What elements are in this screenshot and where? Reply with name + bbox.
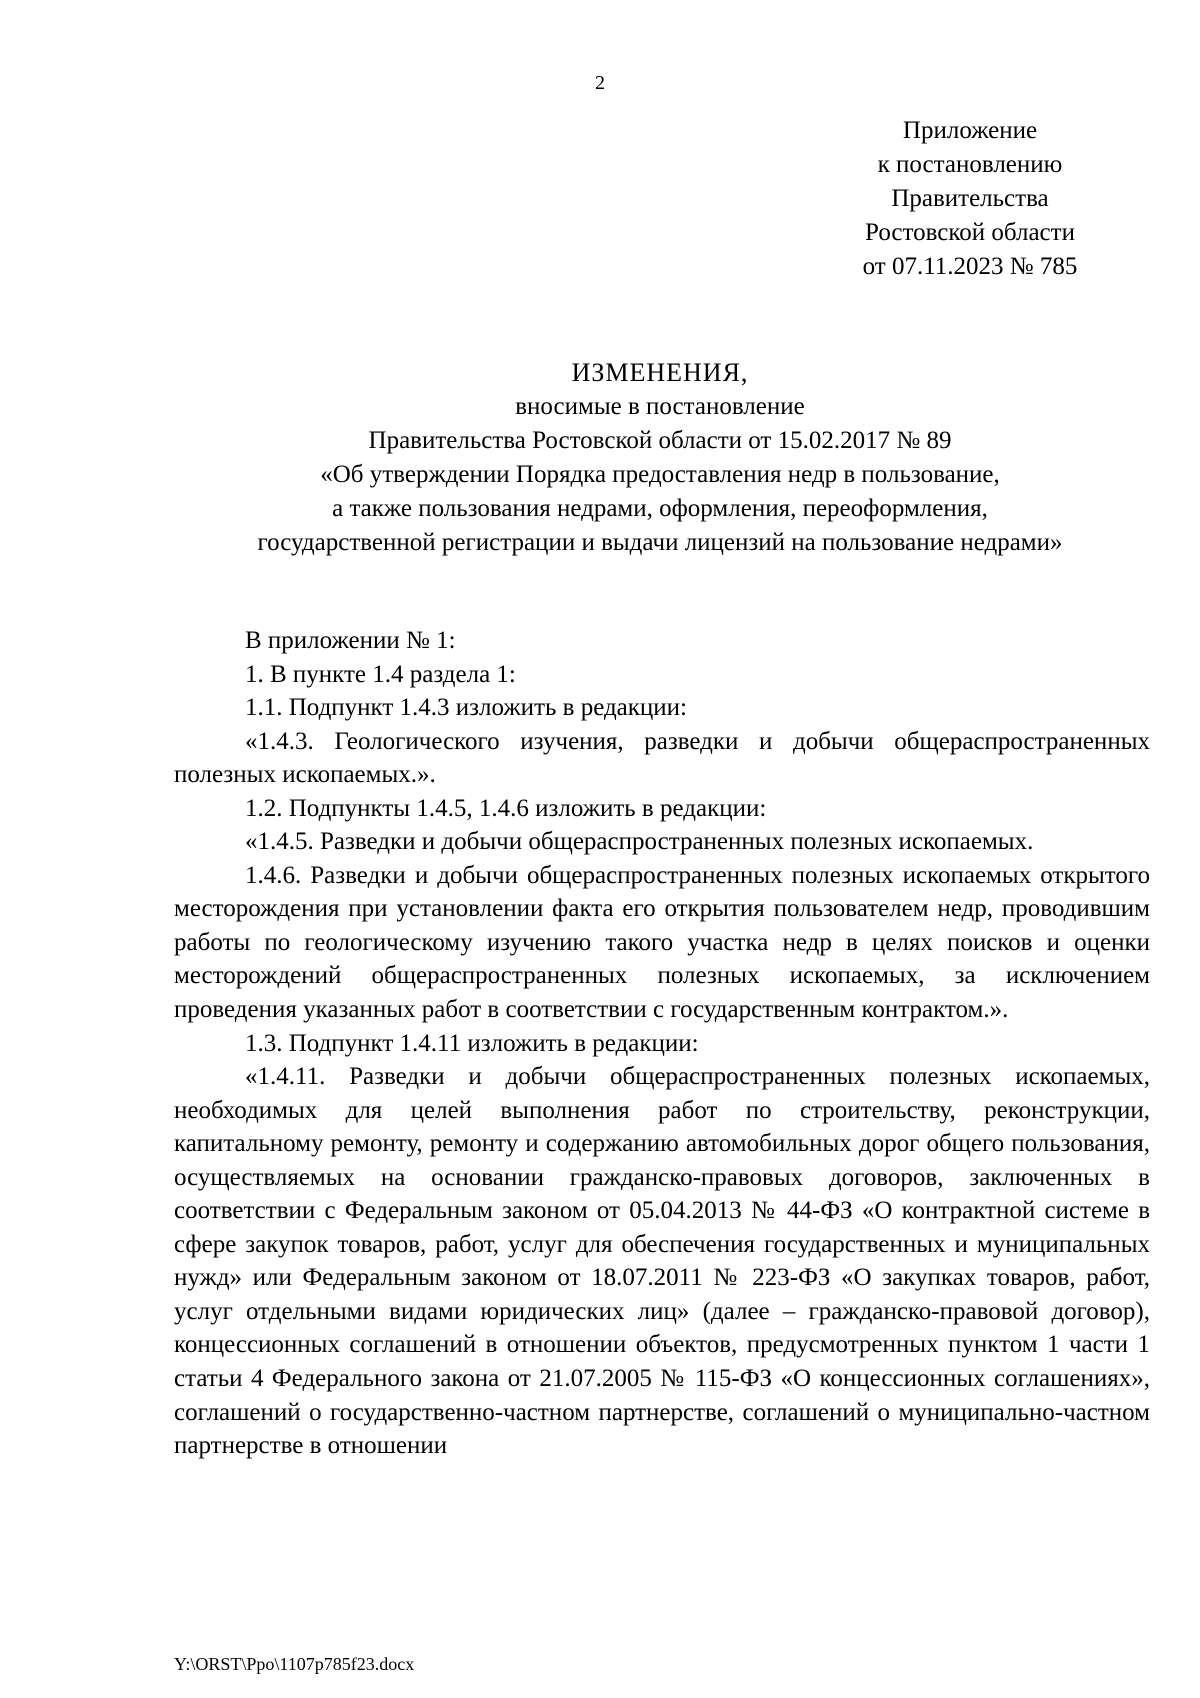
appendix-line: Приложение xyxy=(902,117,1038,144)
body-paragraph: 1.4.6. Разведки и добычи общераспространенных полезных ископаемых открытого месторождения при установлении факта его открытия пользователем недр, проводившим работы по геологическому изучению такого участка недр в целях поисков и оценки месторождений общераспространенных полезных ископаемых, за исключением проведения указанных работ в соответствии с государственным контрактом.». xyxy=(174,861,1150,1024)
title-heading: ИЗМЕНЕНИЯ, xyxy=(571,358,749,387)
appendix-line: от 07.11.2023 № 785 xyxy=(862,253,1078,280)
document-body xyxy=(174,624,1150,1463)
page-number: 2 xyxy=(595,72,605,94)
document-title xyxy=(130,356,1190,560)
body-paragraph: В приложении № 1: xyxy=(245,627,456,654)
body-paragraph: «1.4.5. Разведки и добычи общераспространенных полезных ископаемых. xyxy=(245,828,1034,856)
body-paragraph: 1. В пункте 1.4 раздела 1: xyxy=(245,660,516,688)
title-line: «Об утверждении Порядка предоставления недр в пользование, xyxy=(320,461,1000,488)
footer-file-path: Y:\ORST\Ppo\1107p785f23.docx xyxy=(174,1654,415,1674)
title-line: Правительства Ростовской области от 15.02.2017 № 89 xyxy=(368,427,952,454)
appendix-line: Ростовской области xyxy=(865,219,1075,246)
body-paragraph: 1.1. Подпункт 1.4.3 изложить в редакции: xyxy=(245,694,688,722)
appendix-line: к постановлению xyxy=(877,151,1063,178)
appendix-line: Правительства xyxy=(891,185,1049,212)
body-paragraph: 1.3. Подпункт 1.4.11 изложить в редакции: xyxy=(245,1029,699,1057)
body-paragraph: «1.4.3. Геологического изучения, разведки и добычи общераспространенных полезных ископаемых.». xyxy=(174,727,1150,789)
body-paragraph: «1.4.11. Разведки и добычи общераспространенных полезных ископаемых, необходимых для целей выполнения работ по строительству, реконструкции, капитальному ремонту, ремонту и содержанию автомобильных дорог общего пользования, осуществляемых на основании гражданско-правовых договоров, заключенных в соответствии с Федеральным законом от 05.04.2013 № 44-ФЗ «О контрактной системе в сфере закупок товаров, работ, услуг для обеспечения государственных и муниципальных нужд» или Федеральным законом от 18.07.2011 № 223-ФЗ «О закупках товаров, работ, услуг отдельными видами юридических лиц» (далее – гражданско-правовой договор), концессионных соглашений в отношении объектов, предусмотренных пунктом 1 части 1 статьи 4 Федерального закона от 21.07.2005 № 115-ФЗ «О концессионных соглашениях», соглашений о государственно-частном партнерстве, соглашений о муниципально-частном партнерстве в отношении xyxy=(174,1063,1150,1460)
title-line: вносимые в постановление xyxy=(515,393,805,420)
title-line: государственной регистрации и выдачи лицензий на пользование недрами» xyxy=(257,529,1063,556)
title-line: а также пользования недрами, оформления, переоформления, xyxy=(332,495,988,522)
body-paragraph: 1.2. Подпункты 1.4.5, 1.4.6 изложить в редакции: xyxy=(245,794,767,822)
appendix-header xyxy=(820,114,1120,284)
